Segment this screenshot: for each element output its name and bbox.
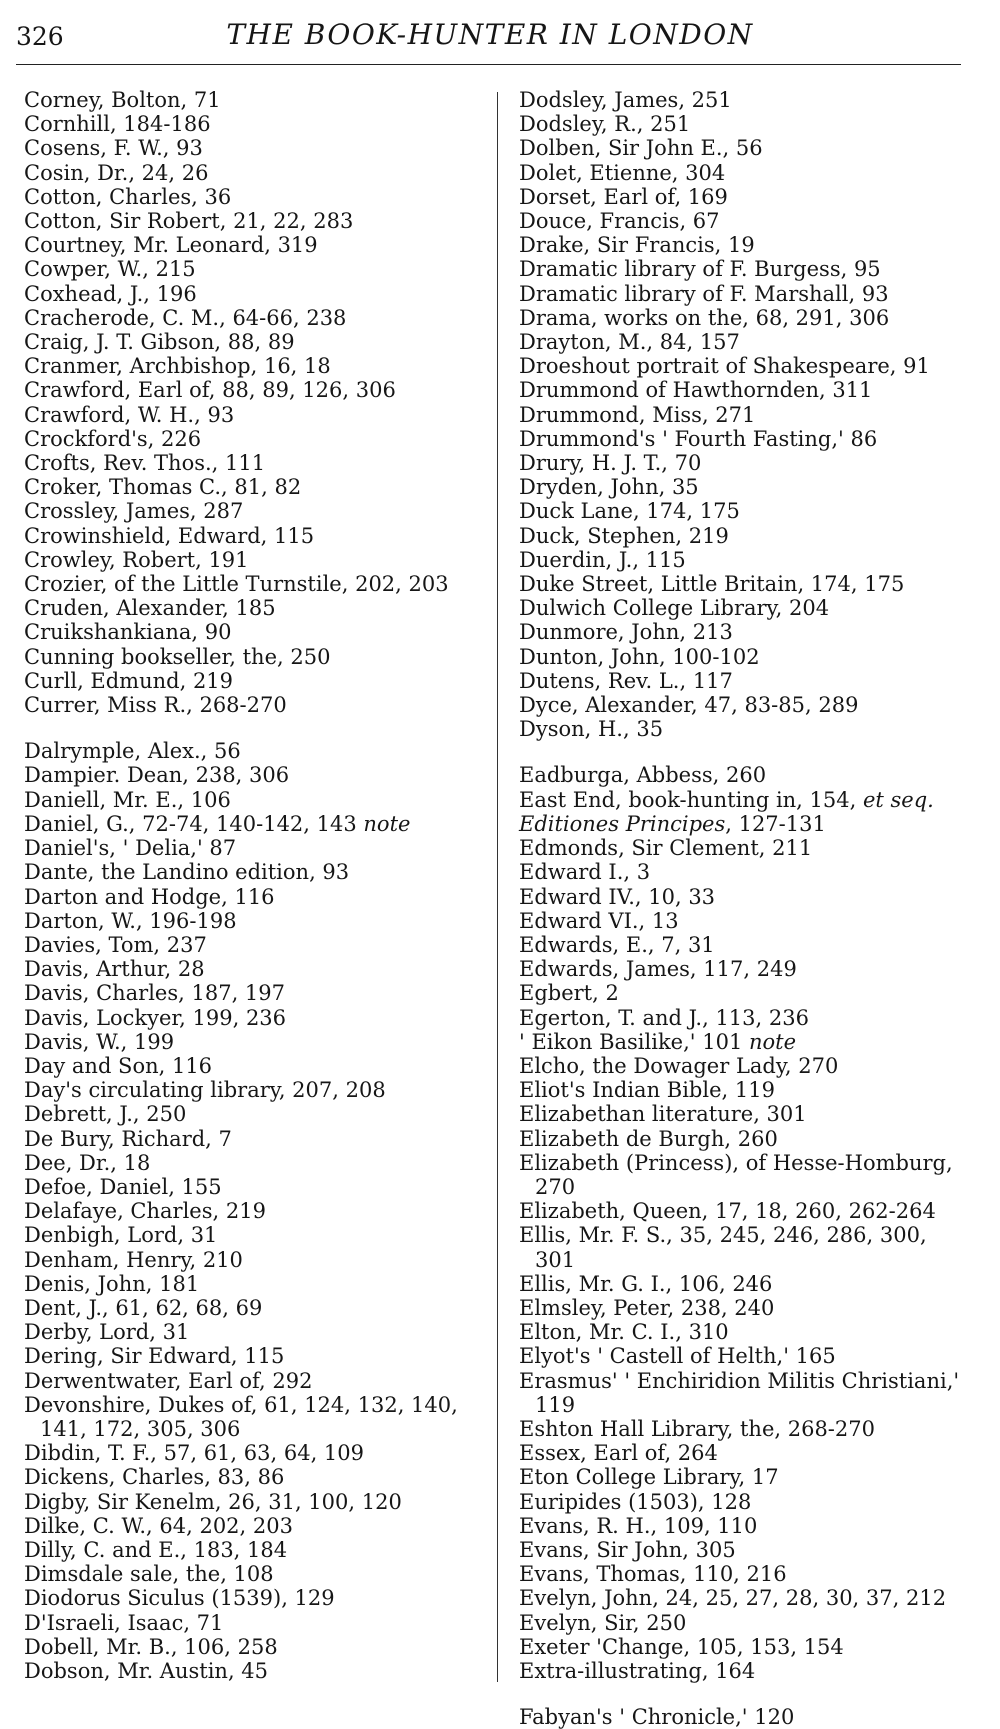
- index-entry: Drury, H. J. T., 70: [519, 451, 702, 476]
- index-entry: Cruden, Alexander, 185: [24, 596, 276, 621]
- index-entry: Cotton, Sir Robert, 21, 22, 283: [24, 209, 354, 234]
- index-entry: Duck, Stephen, 219: [519, 523, 729, 548]
- index-entry: Evelyn, Sir, 250: [519, 1610, 687, 1635]
- index-entry: Courtney, Mr. Leonard, 319: [24, 233, 318, 258]
- column-divider: [497, 92, 498, 1682]
- index-entry: Dickens, Charles, 83, 86: [24, 1465, 285, 1490]
- index-entry: Fabyan's ' Chronicle,' 120: [519, 1705, 795, 1729]
- index-entry: Dante, the Landino edition, 93: [24, 860, 350, 885]
- index-entry: Debrett, J., 250: [24, 1102, 187, 1127]
- index-entry: Drake, Sir Francis, 19: [519, 233, 755, 258]
- page-header: [16, 14, 964, 60]
- index-entry: Crofts, Rev. Thos., 111: [24, 451, 266, 476]
- index-entry: Crockford's, 226: [24, 426, 202, 451]
- index-entry: Cranmer, Archbishop, 16, 18: [24, 354, 331, 379]
- index-entry: Corney, Bolton, 71: [24, 88, 221, 112]
- index-entry: Eshton Hall Library, the, 268-270: [519, 1416, 875, 1441]
- index-entry: Dampier. Dean, 238, 306: [24, 763, 290, 788]
- index-entry: Daniell, Mr. E., 106: [24, 787, 231, 812]
- index-entry: Euripides (1503), 128: [519, 1489, 752, 1514]
- index-entry: Derby, Lord, 31: [24, 1320, 190, 1345]
- index-entry: Evans, R. H., 109, 110: [519, 1513, 758, 1538]
- index-entry: Craig, J. T. Gibson, 88, 89: [24, 330, 295, 355]
- index-entry: Dunmore, John, 213: [519, 620, 733, 645]
- index-entry: Cornhill, 184-186: [24, 112, 211, 137]
- index-entry: Dolben, Sir John E., 56: [519, 136, 763, 161]
- index-entry: Crowley, Robert, 191: [24, 547, 249, 572]
- page-number: 326: [16, 22, 64, 51]
- index-entry: Derwentwater, Earl of, 292: [24, 1368, 313, 1393]
- index-entry: Eton College Library, 17: [519, 1465, 779, 1490]
- index-entry: Edward VI., 13: [519, 908, 679, 933]
- index-entry: Dyson, H., 35: [519, 717, 664, 742]
- index-entry: Davies, Tom, 237: [24, 932, 207, 957]
- index-entry: Evans, Sir John, 305: [519, 1537, 736, 1562]
- index-entry: Cotton, Charles, 36: [24, 184, 232, 209]
- index-entry: Elizabethan literature, 301: [519, 1102, 807, 1127]
- index-entry: Dee, Dr., 18: [24, 1150, 151, 1175]
- section-gap: [24, 717, 484, 739]
- index-entry: Editiones Principes, 127-131: [519, 811, 826, 836]
- index-entry: Cowper, W., 215: [24, 257, 196, 282]
- header-rule: [16, 64, 961, 65]
- index-entry: Egerton, T. and J., 113, 236: [519, 1005, 809, 1030]
- index-entry: Duke Street, Little Britain, 174, 175: [519, 572, 905, 597]
- index-entry: East End, book-hunting in, 154, et seq.: [519, 787, 934, 812]
- index-entry: Drummond, Miss, 271: [519, 402, 756, 427]
- index-entry: Dobell, Mr. B., 106, 258: [24, 1634, 278, 1659]
- index-entry: Day and Son, 116: [24, 1053, 213, 1078]
- index-column-left: [24, 88, 484, 1683]
- index-entry: Drummond of Hawthornden, 311: [519, 378, 873, 403]
- index-entry: Evelyn, John, 24, 25, 27, 28, 30, 37, 212: [519, 1586, 947, 1611]
- index-entry: Crawford, Earl of, 88, 89, 126, 306: [24, 378, 396, 403]
- index-entry: Drayton, M., 84, 157: [519, 330, 740, 355]
- index-entry: Drama, works on the, 68, 291, 306: [519, 305, 890, 330]
- index-entry: Dolet, Etienne, 304: [519, 160, 726, 185]
- index-entry: Dering, Sir Edward, 115: [24, 1344, 285, 1369]
- index-entry: Dobson, Mr. Austin, 45: [24, 1659, 269, 1683]
- index-entry: Douce, Francis, 67: [519, 209, 720, 234]
- index-entry: Edward IV., 10, 33: [519, 884, 716, 909]
- index-entry: Ellis, Mr. G. I., 106, 246: [519, 1271, 773, 1296]
- index-entry: Diodorus Siculus (1539), 129: [24, 1586, 335, 1611]
- index-entry: Egbert, 2: [519, 981, 619, 1006]
- index-entry: Darton and Hodge, 116: [24, 884, 275, 909]
- index-entry: Edwards, James, 117, 249: [519, 957, 797, 982]
- index-entry: Dulwich College Library, 204: [519, 596, 830, 621]
- index-entry: Cruikshankiana, 90: [24, 620, 232, 645]
- section-gap: [519, 1683, 969, 1705]
- index-entry: Delafaye, Charles, 219: [24, 1199, 266, 1224]
- index-entry: Dimsdale sale, the, 108: [24, 1562, 274, 1587]
- index-entry: Duerdin, J., 115: [519, 547, 686, 572]
- index-entry: Drummond's ' Fourth Fasting,' 86: [519, 426, 878, 451]
- index-entry: Droeshout portrait of Shakespeare, 91: [519, 354, 930, 379]
- index-entry: Elizabeth de Burgh, 260: [519, 1126, 778, 1151]
- index-entry: Eadburga, Abbess, 260: [519, 763, 767, 788]
- index-entry: Exeter 'Change, 105, 153, 154: [519, 1634, 844, 1659]
- index-entry: Elton, Mr. C. I., 310: [519, 1320, 729, 1345]
- index-entry: Curll, Edmund, 219: [24, 668, 234, 693]
- index-entry: ' Eikon Basilike,' 101 note: [519, 1029, 797, 1054]
- index-entry: Darton, W., 196-198: [24, 908, 237, 933]
- index-entry: Dryden, John, 35: [519, 475, 699, 500]
- index-entry: Daniel, G., 72-74, 140-142, 143 note: [24, 811, 411, 836]
- index-entry: Edward I., 3: [519, 860, 651, 885]
- index-entry: Dorset, Earl of, 169: [519, 184, 728, 209]
- index-entry: Davis, W., 199: [24, 1029, 175, 1054]
- section-gap: [519, 741, 969, 763]
- index-entry: De Bury, Richard, 7: [24, 1126, 232, 1151]
- index-entry: Dalrymple, Alex., 56: [24, 739, 241, 764]
- index-entry: Defoe, Daniel, 155: [24, 1174, 222, 1199]
- index-entry: Dodsley, R., 251: [519, 112, 691, 137]
- index-entry: Dramatic library of F. Burgess, 95: [519, 257, 881, 282]
- index-entry: Cracherode, C. M., 64-66, 238: [24, 305, 347, 330]
- index-entry: Dilke, C. W., 64, 202, 203: [24, 1513, 293, 1538]
- running-title: THE BOOK-HUNTER IN LONDON: [226, 18, 754, 51]
- index-entry: Dibdin, T. F., 57, 61, 63, 64, 109: [24, 1441, 364, 1466]
- index-entry: Dyce, Alexander, 47, 83-85, 289: [519, 693, 859, 718]
- index-entry: Cunning bookseller, the, 250: [24, 644, 331, 669]
- index-entry: Devonshire, Dukes of, 61, 124, 132, 140, 141, 172, 305, 306: [24, 1392, 458, 1441]
- index-entry: Evans, Thomas, 110, 216: [519, 1562, 787, 1587]
- index-entry: Davis, Lockyer, 199, 236: [24, 1005, 287, 1030]
- index-entry: Dilly, C. and E., 183, 184: [24, 1537, 288, 1562]
- index-entry: Davis, Charles, 187, 197: [24, 981, 286, 1006]
- index-entry: Digby, Sir Kenelm, 26, 31, 100, 120: [24, 1489, 402, 1514]
- index-entry: Elizabeth, Queen, 17, 18, 260, 262-264: [519, 1199, 936, 1224]
- index-entry: Elcho, the Dowager Lady, 270: [519, 1053, 839, 1078]
- index-entry: Duck Lane, 174, 175: [519, 499, 740, 524]
- index-entry: Erasmus' ' Enchiridion Militis Christiani,' 119: [519, 1368, 960, 1417]
- index-entry: Extra-illustrating, 164: [519, 1659, 756, 1683]
- index-entry: Davis, Arthur, 28: [24, 957, 205, 982]
- index-entry: Daniel's, ' Delia,' 87: [24, 836, 237, 861]
- index-entry: Denham, Henry, 210: [24, 1247, 243, 1272]
- index-entry: Dunton, John, 100-102: [519, 644, 760, 669]
- index-entry: Edwards, E., 7, 31: [519, 932, 715, 957]
- index-entry: Day's circulating library, 207, 208: [24, 1078, 386, 1103]
- index-entry: Essex, Earl of, 264: [519, 1441, 718, 1466]
- index-entry: Dramatic library of F. Marshall, 93: [519, 281, 889, 306]
- index-entry: Cosens, F. W., 93: [24, 136, 203, 161]
- index-entry: Dodsley, James, 251: [519, 88, 732, 112]
- index-entry: Elyot's ' Castell of Helth,' 165: [519, 1344, 836, 1369]
- index-column-right: [519, 88, 969, 1729]
- index-entry: Ellis, Mr. F. S., 35, 245, 246, 286, 300, 301: [519, 1223, 927, 1272]
- index-entry: Currer, Miss R., 268-270: [24, 693, 287, 718]
- index-entry: Cosin, Dr., 24, 26: [24, 160, 209, 185]
- index-entry: Denis, John, 181: [24, 1271, 200, 1296]
- index-entry: Crozier, of the Little Turnstile, 202, 203: [24, 572, 449, 597]
- index-entry: Eliot's Indian Bible, 119: [519, 1078, 775, 1103]
- index-entry: Dutens, Rev. L., 117: [519, 668, 733, 693]
- index-entry: Denbigh, Lord, 31: [24, 1223, 218, 1248]
- index-entry: Elmsley, Peter, 238, 240: [519, 1295, 775, 1320]
- index-entry: Edmonds, Sir Clement, 211: [519, 836, 813, 861]
- index-entry: Croker, Thomas C., 81, 82: [24, 475, 302, 500]
- index-entry: Coxhead, J., 196: [24, 281, 197, 306]
- index-entry: Crowinshield, Edward, 115: [24, 523, 315, 548]
- index-entry: D'Israeli, Isaac, 71: [24, 1610, 224, 1635]
- index-entry: Dent, J., 61, 62, 68, 69: [24, 1295, 263, 1320]
- index-entry: Crossley, James, 287: [24, 499, 244, 524]
- index-entry: Crawford, W. H., 93: [24, 402, 235, 427]
- index-entry: Elizabeth (Princess), of Hesse-Homburg, 270: [519, 1150, 953, 1199]
